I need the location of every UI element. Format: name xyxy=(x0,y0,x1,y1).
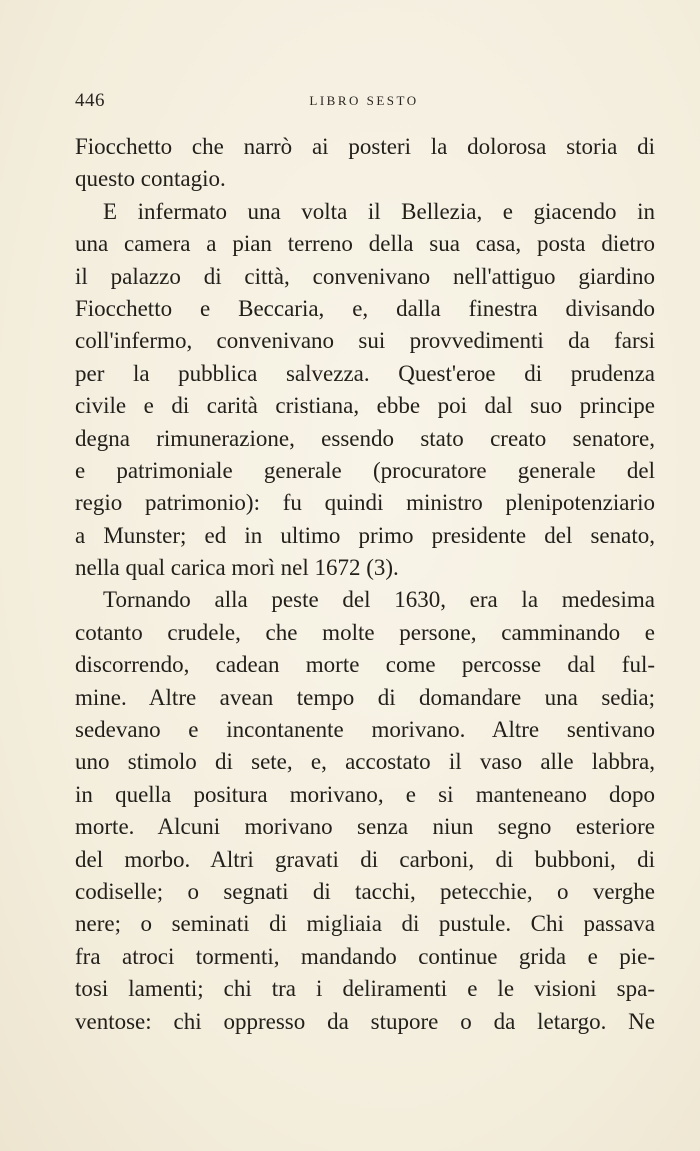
text-line: cotanto crudele, che molte persone, camminando e xyxy=(75,619,655,645)
body-text xyxy=(75,131,655,1038)
text-line: uno stimolo di sete, e, accostato il vaso alle labbra, xyxy=(75,749,655,775)
text-line: mine. Altre avean tempo di domandare una sedia; xyxy=(75,684,655,710)
paragraph-start-line: Tornando alla peste del 1630, era la medesima xyxy=(103,587,655,613)
page-number: 446 xyxy=(75,90,105,111)
text-line: nere; o seminati di migliaia di pustule. Chi passava xyxy=(75,911,655,937)
text-line: a Munster; ed in ultimo primo presidente del senato, xyxy=(75,522,655,548)
text-line: civile e di carità cristiana, ebbe poi dal suo principe xyxy=(75,393,655,419)
running-title: LIBRO SESTO xyxy=(309,93,419,108)
text-line: e patrimoniale generale (procuratore generale del xyxy=(75,457,655,483)
paragraph-start-line: E infermato una volta il Bellezia, e giacendo in xyxy=(103,198,655,224)
text-line: codiselle; o segnati di tacchi, petecchie, o verghe xyxy=(75,878,655,904)
page-header xyxy=(75,90,653,114)
text-line: il palazzo di città, convenivano nell'attiguo giardino xyxy=(75,263,655,289)
text-line: Fiocchetto e Beccaria, e, dalla finestra divisando xyxy=(75,295,655,321)
text-line: coll'infermo, convenivano sui provvedimenti da farsi xyxy=(75,328,655,354)
text-line: tosi lamenti; chi tra i deliramenti e le visioni spa- xyxy=(75,976,655,1002)
text-line: fra atroci tormenti, mandando continue grida e pie- xyxy=(75,943,655,969)
text-line: sedevano e incontanente morivano. Altre sentivano xyxy=(75,717,655,743)
text-line: per la pubblica salvezza. Quest'eroe di prudenza xyxy=(75,360,655,386)
text-line: questo contagio. xyxy=(75,166,226,192)
text-line: degna rimunerazione, essendo stato creato senatore, xyxy=(75,425,655,451)
text-line: una camera a pian terreno della sua casa, posta dietro xyxy=(75,231,655,257)
text-line: discorrendo, cadean morte come percosse dal ful- xyxy=(75,652,655,678)
text-line: nella qual carica morì nel 1672 (3). xyxy=(75,555,399,581)
text-line: Fiocchetto che narrò ai posteri la dolorosa storia di xyxy=(75,134,655,159)
text-line: regio patrimonio): fu quindi ministro plenipotenziario xyxy=(75,490,655,516)
text-line: morte. Alcuni morivano senza niun segno esteriore xyxy=(75,814,655,840)
text-line: del morbo. Altri gravati di carboni, di bubboni, di xyxy=(75,846,655,872)
text-line: ventose: chi oppresso da stupore o da letargo. Ne xyxy=(75,1008,655,1034)
text-line: in quella positura morivano, e si manteneano dopo xyxy=(75,781,655,807)
